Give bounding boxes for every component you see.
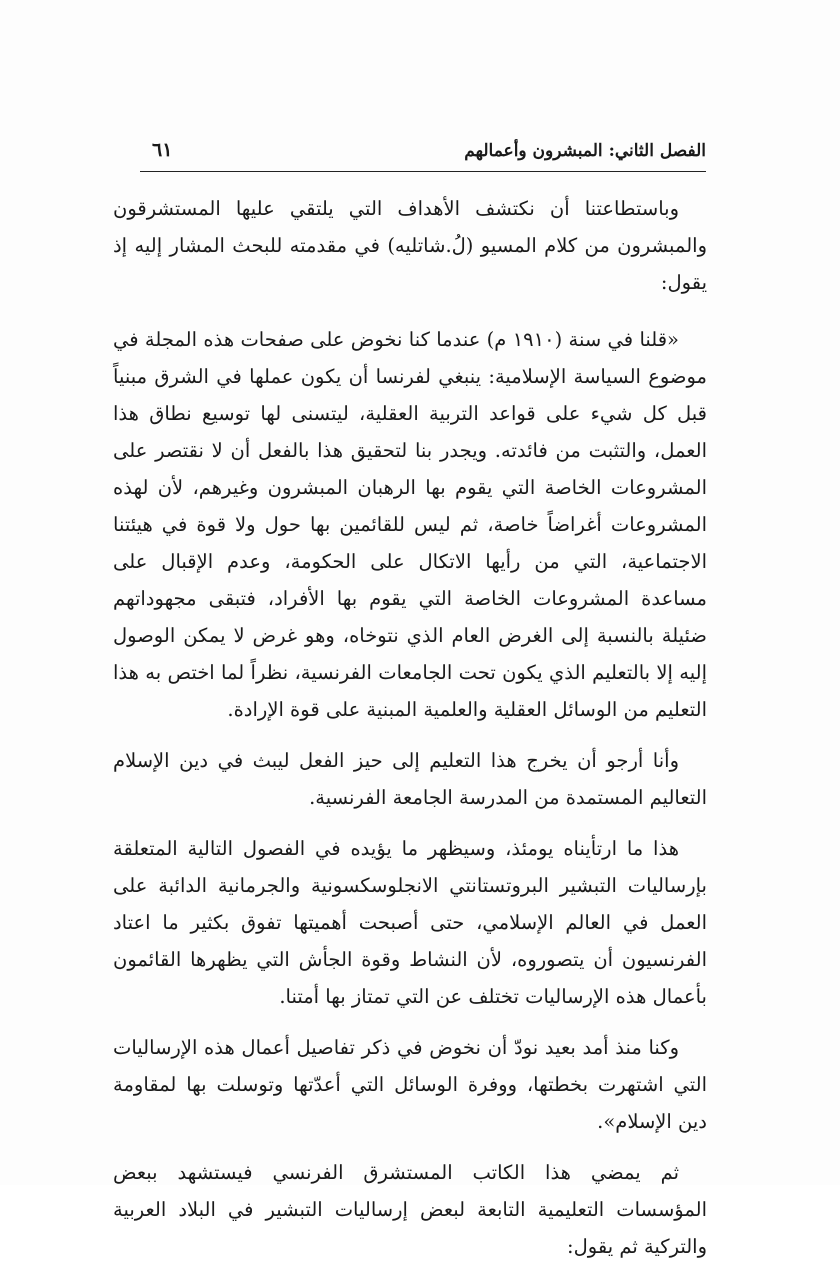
chapter-title: الفصل الثاني: المبشرون وأعمالهم xyxy=(464,141,706,161)
running-header xyxy=(140,137,706,172)
paragraph-quote-2: وأنا أرجو أن يخرج هذا التعليم إلى حيز الفعل ليبث في دين الإسلام التعاليم المستمدة من المدرسة الجامعة الفرنسية. xyxy=(113,749,707,809)
paragraph-quote-1: «قلنا في سنة (١٩١٠ م) عندما كنا نخوض على صفحات هذه المجلة في موضوع السياسة الإسلامية: ينبغي لفرنسا أن يكون عملها في الشرق مبنياً قبل كل شيء على قواعد التربية العقلية، ليتسنى لها توسيع نطاق هذا العمل، والتثبت من فائدته. ويجدر بنا لتحقيق هذا بالفعل أن لا نقتصر على المشروعات الخاصة التي يقوم بها الرهبان المبشرون وغيرهم، لأن لهذه المشروعات أغراضاً خاصة، ثم ليس للقائمين بها حول ولا قوة في هيئتنا الاجتماعية، التي من رأيها الاتكال على الحكومة، وعدم الإقبال على مساعدة المشروعات الخاصة التي يقوم بها الأفراد، فتبقى مجهوداتهم ضئيلة بالنسبة إلى الغرض العام الذي نتوخاه، وهو غرض لا يمكن الوصول إليه إلا بالتعليم الذي يكون تحت الجامعات الفرنسية، نظراً لما اختص به هذا التعليم من الوسائل العقلية والعلمية المبنية على قوة الإرادة. xyxy=(113,328,707,721)
paragraph-closing: ثم يمضي هذا الكاتب المستشرق الفرنسي فيستشهد ببعض المؤسسات التعليمية التابعة لبعض إرساليات التبشير في البلاد العربية والتركية ثم يقول: xyxy=(113,1161,707,1258)
paragraph-intro: وباستطاعتنا أن نكتشف الأهداف التي يلتقي عليها المستشرقون والمبشرون من كلام المسيو (لُ.شاتليه) في مقدمته للبحث المشار إليه إذ يقول: xyxy=(113,197,707,294)
body-text xyxy=(113,190,707,1279)
paragraph-quote-4: وكنا منذ أمد بعيد نودّ أن نخوض في ذكر تفاصيل أعمال هذه الإرساليات التي اشتهرت بخطتها، ووفرة الوسائل التي أعدّتها وتوسلت بها لمقاومة دين الإسلام». xyxy=(113,1036,707,1133)
paragraph-quote-3: هذا ما ارتأيناه يومئذ، وسيظهر ما يؤيده في الفصول التالية المتعلقة بإرساليات التبشير البروتستانتي الانجلوسكسونية والجرمانية الدائبة على العمل في العالم الإسلامي، حتى أصبحت أهميتها تفوق بكثير ما اعتاد الفرنسيون أن يتصوروه، لأن النشاط وقوة الجأش التي يظهرها القائمون بأعمال هذه الإرساليات تختلف عن التي تمتاز بها أمتنا. xyxy=(113,837,707,1008)
page-number: ٦١ xyxy=(152,139,173,161)
